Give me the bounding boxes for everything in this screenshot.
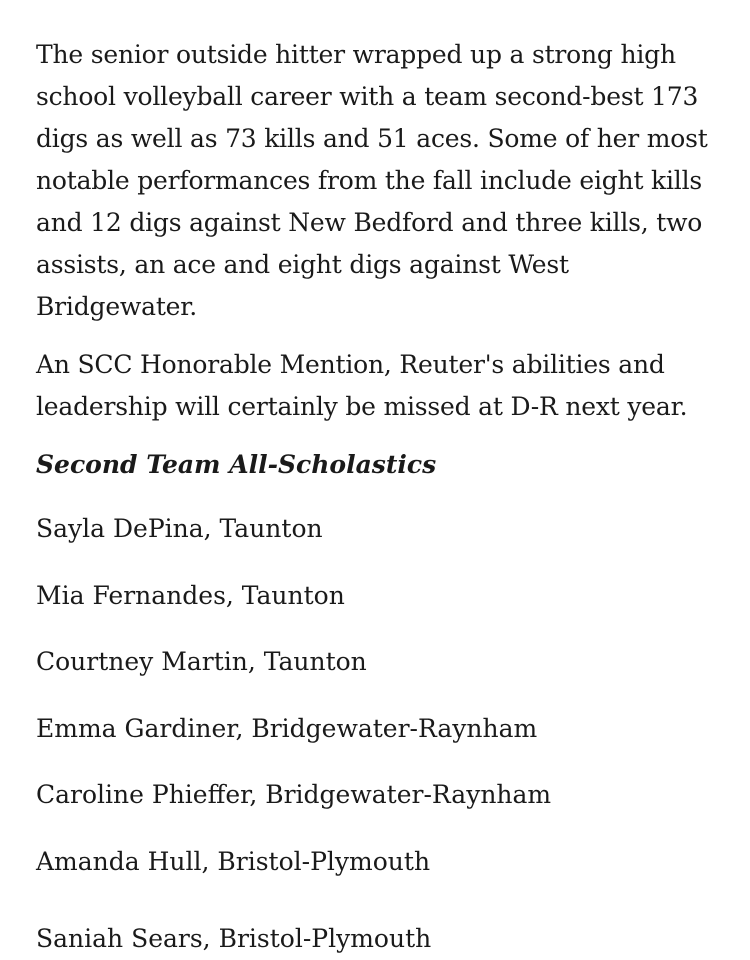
roster-item: Caroline Phieffer, Bridgewater-Raynham (36, 780, 552, 809)
roster-item: Sayla DePina, Taunton (36, 514, 323, 543)
roster-item: Emma Gardiner, Bridgewater-Raynham (36, 713, 538, 743)
article-body (36, 34, 726, 907)
article-paragraph: An SCC Honorable Mention, Reuter's abilities and leadership will certainly be missed at D-R next year. (36, 350, 688, 421)
article-paragraph: The senior outside hitter wrapped up a strong high school volleyball career with a team second-best 173 digs as well as 73 kills and 51 aces. Some of her most notable performances from the fall include eight kills and 12 digs against New Bedford and three kills, two assists, an ace and eight digs against West Bridgewater. (36, 40, 708, 321)
roster-list (36, 508, 726, 883)
roster-item: Mia Fernandes, Taunton (36, 580, 345, 610)
roster-item: Courtney Martin, Taunton (36, 647, 367, 676)
roster-item-partial: Saniah Sears, Bristol-Plymouth (36, 924, 432, 953)
section-heading: Second Team All-Scholastics (36, 450, 437, 479)
roster-item: Amanda Hull, Bristol-Plymouth (36, 846, 431, 876)
